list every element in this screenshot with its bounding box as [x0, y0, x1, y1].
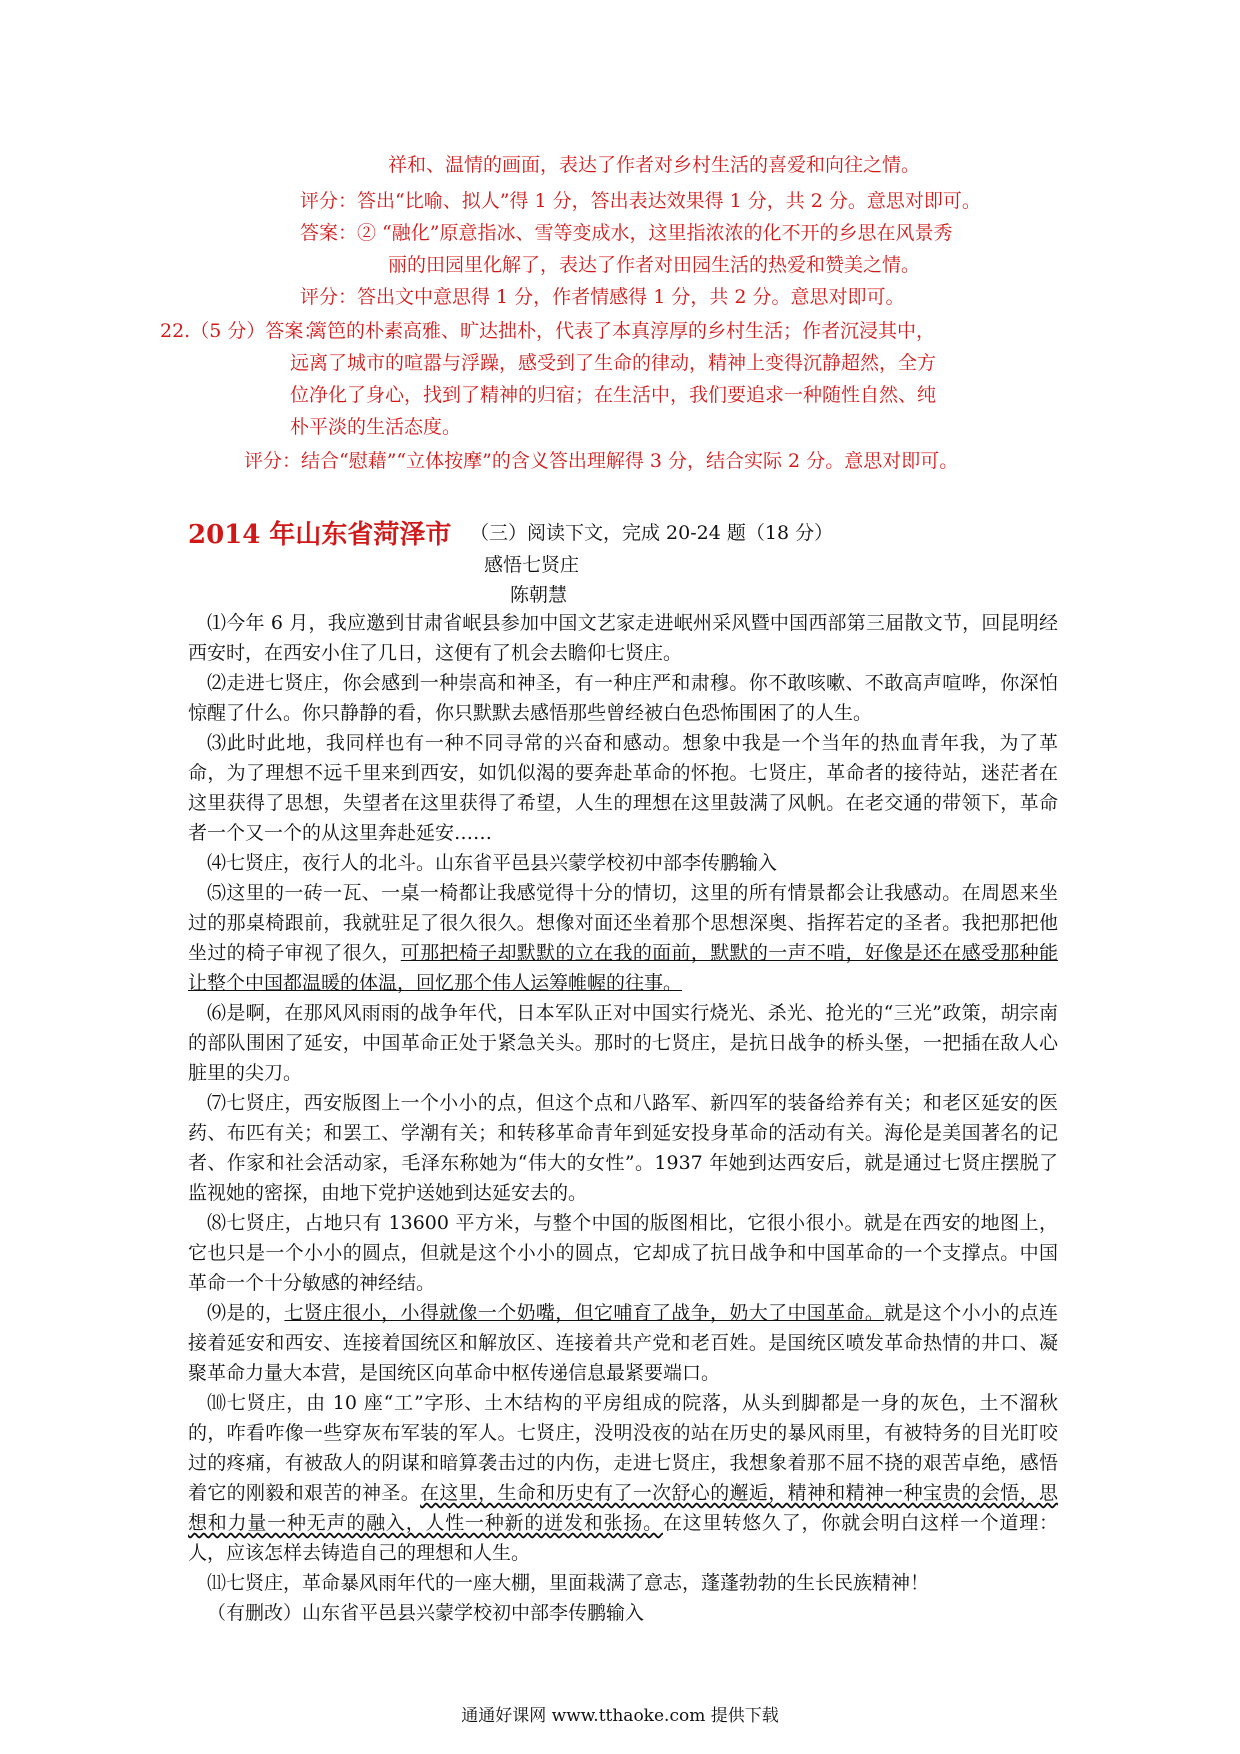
answer-score-2: 评分：答出文中意思得 1 分，作者情感得 1 分，共 2 分。意思对即可。 — [300, 286, 905, 308]
question-22-line-2: 远离了城市的喧嚣与浮躁，感受到了生命的律动，精神上变得沉静超然，全方 — [290, 352, 937, 374]
paragraph-1: ⑴今年 6 月，我应邀到甘肃省岷县参加中国文艺家走进岷州采风暨中国西部第三届散文节，回昆明经西安时，在西安小住了几日，这便有了机会去瞻仰七贤庄。 — [188, 612, 1058, 664]
paragraph-2: ⑵走进七贤庄，你会感到一种崇高和神圣，有一种庄严和肃穆。你不敢咳嗽、不敢高声喧哗，你深怕惊醒了什么。你只静静的看，你只默默去感悟那些曾经被白色恐怖围困了的人生。 — [188, 672, 1058, 724]
paragraph-3: ⑶此时此地，我同样也有一种不同寻常的兴奋和感动。想象中我是一个当年的热血青年我，为了革命，为了理想不远千里来到西安，如饥似渴的要奔赴革命的怀抱。七贤庄，革命者的接待站，迷茫者在这里获得了思想，失望者在这里获得了希望，人生的理想在这里鼓满了风帆。在老交通的带领下，革命者一个又一个的从这里奔赴延安…… — [188, 732, 1058, 844]
answer-continuation: 祥和、温情的画面，表达了作者对乡村生活的喜爱和向往之情。 — [388, 154, 921, 176]
question-22-score: 评分：结合“慰藉”“立体按摩”的含义答出理解得 3 分，结合实际 2 分。意思对即可。 — [244, 450, 959, 472]
paragraph-10-wavy: 在这里，生命和历史有了一次舒心的邂逅，精神和精神一种宝贵的会悟，思想和力量一种无声的融入，人性一种新的迸发和张扬。 — [188, 1482, 1058, 1534]
question-22-line-3: 位净化了身心，找到了精神的归宿；在生活中，我们要追求一种随性自然、纯 — [290, 384, 937, 406]
paragraph-10 — [188, 1388, 1058, 1568]
section-task: （三）阅读下文，完成 20-24 题（18 分） — [470, 522, 834, 544]
paragraph-6: ⑹是啊，在那风风雨雨的战争年代，日本军队正对中国实行烧光、杀光、抢光的“三光”政策，胡宗南的部队围困了延安，中国革命正处于紧急关头。那时的七贤庄，是抗日战争的桥头堡，一把插在敌人心脏里的尖刀。 — [188, 1002, 1058, 1084]
paragraph-4: ⑷七贤庄，夜行人的北斗。山东省平邑县兴蒙学校初中部李传鹏输入 — [207, 852, 778, 874]
article-title: 感悟七贤庄 — [484, 554, 580, 576]
paragraph-9-lead: ⑼是的， — [207, 1302, 285, 1324]
paragraph-9-underlined: 七贤庄很小，小得就像一个奶嘴，但它哺育了战争，奶大了中国革命。 — [284, 1302, 885, 1324]
question-22-line-1: 篱笆的朴素高雅、旷达拙朴，代表了本真淳厚的乡村生活；作者沉浸其中， — [308, 320, 936, 342]
page-footer: 通通好课网 www.tthaoke.com 提供下载 — [461, 1706, 779, 1726]
paragraph-10-text: ⑽七贤庄，由 10 座“工”字形、土木结构的平房组成的院落，从头到脚都是一身的灰色，土不溜秋的，咋看咋像一些穿灰布军装的军人。七贤庄，没明没夜的站在历史的暴风雨里，有被特务的目光盯咬过的疼痛，有被敌人的阴谋和暗算袭击过的内伤，走进七贤庄，我想象着那不屈不挠的艰苦卓绝，感悟着它的刚毅和艰苦的神圣。 — [188, 1392, 1058, 1504]
answer-2-line-1: 答案：② “融化”原意指冰、雪等变成水，这里指浓浓的化不开的乡思在风景秀 — [300, 222, 953, 244]
article-body — [188, 608, 1058, 1628]
paragraph-9-rest: 就是这个小小的点连接着延安和西安、连接着国统区和解放区、连接着共产党和老百姓。是国统区喷发革命热情的井口、凝聚革命力量大本营，是国统区向革命中枢传递信息最紧要端口。 — [188, 1302, 1058, 1384]
question-22-label: 22.（5 分）答案： — [160, 320, 323, 342]
paragraph-5-text: ⑸这里的一砖一瓦、一桌一椅都让我感觉得十分的情切，这里的所有情景都会让我感动。在周恩来坐过的那桌椅跟前，我就驻足了很久很久。想像对面还坐着那个思想深奥、指挥若定的圣者。我把那把他坐过的椅子审视了很久， — [188, 882, 1058, 964]
answer-score-1: 评分：答出“比喻、拟人”得 1 分，答出表达效果得 1 分，共 2 分。意思对即可。 — [300, 190, 981, 212]
question-22-line-4: 朴平淡的生活态度。 — [290, 416, 462, 438]
paragraph-11: ⑾七贤庄，革命暴风雨年代的一座大棚，里面栽满了意志，蓬蓬勃勃的生长民族精神！ — [207, 1572, 930, 1594]
section-source: 2014 年山东省菏泽市 — [188, 520, 452, 550]
source-note: （有删改）山东省平邑县兴蒙学校初中部李传鹏输入 — [207, 1602, 645, 1624]
paragraph-9 — [188, 1298, 1058, 1388]
paragraph-7: ⑺七贤庄，西安版图上一个小小的点，但这个点和八路军、新四军的装备给养有关；和老区延安的医药、布匹有关；和罢工、学潮有关；和转移革命青年到延安投身革命的活动有关。海伦是美国著名的记者、作家和社会活动家，毛泽东称她为“伟大的女性”。1937 年她到达西安后，就是通过七贤庄摆脱了监视她的密探，由地下党护送她到达延安去的。 — [188, 1092, 1058, 1204]
answer-2-line-2: 丽的田园里化解了，表达了作者对田园生活的热爱和赞美之情。 — [388, 254, 921, 276]
paragraph-8: ⑻七贤庄，占地只有 13600 平方米，与整个中国的版图相比，它很小很小。就是在西安的地图上，它也只是一个小小的圆点，但就是这个小小的圆点，它却成了抗日战争和中国革命的一个支撑点。中国革命一个十分敏感的神经结。 — [188, 1212, 1058, 1294]
paragraph-5-underlined: 可那把椅子却默默的立在我的面前，默默的一声不啃，好像是还在感受那种能让整个中国都温暖的体温，回忆那个伟人运筹帷幄的往事。 — [188, 942, 1058, 994]
paragraph-5 — [188, 878, 1058, 998]
article-author: 陈朝慧 — [510, 584, 568, 606]
paragraph-10-rest: 在这里转悠久了，你就会明白这样一个道理：人，应该怎样去铸造自己的理想和人生。 — [188, 1512, 1058, 1564]
